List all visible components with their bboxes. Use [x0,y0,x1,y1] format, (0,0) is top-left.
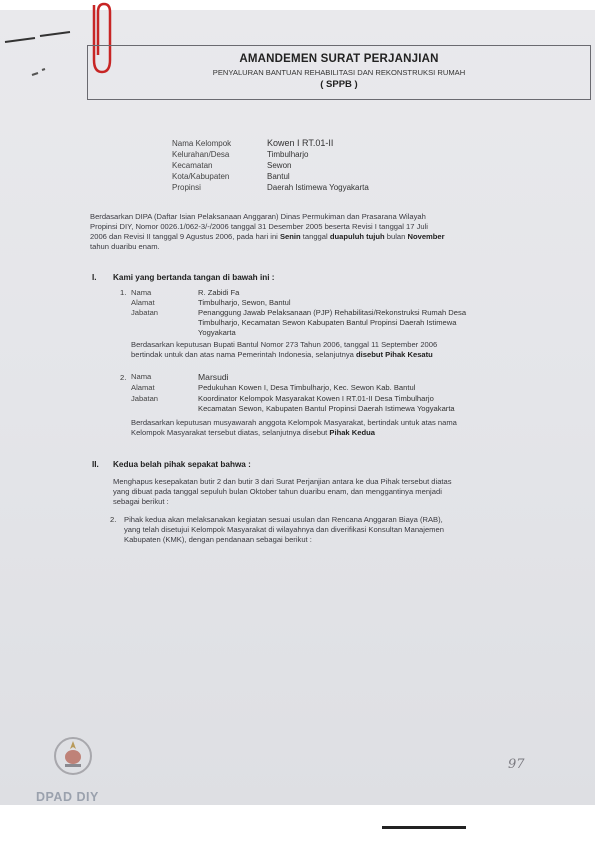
party1-name: R. Zabidi Fa [198,288,240,297]
identity-value: Daerah Istimewa Yogyakarta [267,183,369,192]
month-name: November [407,232,445,241]
identity-value: Sewon [267,161,292,170]
party2-basis [131,418,529,438]
seal-emblem-icon [52,735,94,777]
identity-label: Propinsi [172,183,201,192]
text-line: Propinsi DIY, Nomor 0026.1/062-3/-/2006 tanggal 31 Desember 2005 beserta Revisi I tanggal 17 Juli [90,222,428,231]
text-line: Menghapus kesepakatan butir 2 dan butir 3 dari Surat Perjanjian antara ke dua Pihak tersebut diatas [113,477,452,486]
party2-address: Pedukuhan Kowen I, Desa Timbulharjo, Kec. Sewon Kab. Bantul [198,383,416,392]
field-label: Alamat [131,383,155,392]
document-subtitle: PENYALURAN BANTUAN REHABILITASI DAN REKONSTRUKSI RUMAH [212,68,466,77]
identity-value: Bantul [267,172,290,181]
identity-label: Kelurahan/Desa [172,150,230,159]
party1-name-row [131,288,239,298]
text-span: 2006 dan Revisi II tanggal 9 Agustus 2006, pada hari ini [90,232,280,241]
field-label: Nama [131,372,152,381]
text-line [90,232,530,242]
page-number: 97 [508,757,525,772]
party1-address: Timbulharjo, Sewon, Bantul [198,298,291,307]
text-line: Berdasarkan keputusan musyawarah anggota Kelompok Masyarakat, bertindak untuk atas nama [131,418,457,427]
section2-paragraph [113,477,529,507]
text-line: yang telah disetujui Kelompok Masyarakat di wilayahnya dan diverifikasi Konsultan Manajemen [124,525,444,534]
party-index: 1. [120,288,127,297]
intro-paragraph [90,212,530,252]
text-line: Timbulharjo, Kecamatan Sewon Kabupaten Bantul Propinsi Daerah Istimewa [198,318,457,327]
text-line [131,428,529,438]
identity-label: Kota/Kabupaten [172,172,230,181]
section-number: I. [92,273,97,282]
day-name: Senin [279,232,301,241]
document-title: AMANDEMEN SURAT PERJANJIAN [239,53,439,65]
identity-label: Nama Kelompok [172,139,232,148]
party1-position [198,308,530,338]
text-line: Penanggung Jawab Pelaksanaan (PJP) Rehabilitasi/Rekonstruksi Rumah Desa [198,308,467,317]
text-line: Koordinator Kelompok Masyarakat Kowen I RT.01-II Desa Timbulharjo [198,394,434,403]
field-label: Alamat [131,298,155,307]
field-label: Nama [131,288,152,297]
text-line [131,350,529,360]
text-span: bertindak untuk dan atas nama Pemerintah Indonesia, selanjutnya [131,350,357,359]
footer-bar [382,826,466,829]
section-number: II. [92,460,99,469]
party2-name: Marsudi [198,372,229,382]
pen-marks [0,20,90,90]
party-designation: Pihak Kedua [329,428,375,437]
text-line: sebagai berikut : [113,497,169,506]
party1-basis [131,340,529,360]
field-label: Jabatan [131,394,159,403]
text-line: yang dibuat pada tanggal sepuluh bulan Oktober tahun duaribu enam, dan menggantinya menjadi [113,487,442,496]
text-line: Kabupaten (KMK), dengan pendanaan sebagai berikut : [124,535,312,544]
text-line: Yogyakarta [198,328,236,337]
section2-item [124,515,530,545]
party1-address-row [131,298,291,308]
party1-position-row [131,308,530,338]
text-span: Kelompok Masyarakat tersebut diatas, selanjutnya disebut [131,428,330,437]
party2-position [198,394,530,414]
identity-label: Kecamatan [172,161,213,170]
party-index: 2. [120,373,127,382]
section-heading: Kedua belah pihak sepakat bahwa : [113,460,251,469]
text-span: tanggal [300,232,330,241]
identity-value: Timbulharjo [267,150,309,159]
text-line: tahun duaribu enam. [90,242,160,251]
date-words: duapuluh tujuh [329,232,385,241]
text-line: Kecamatan Sewon, Kabupaten Bantul Propinsi Daerah Istimewa Yogyakarta [198,404,455,413]
text-line: Berdasarkan keputusan Bupati Bantul Nomor 273 Tahun 2006, tanggal 11 September 2006 [131,340,438,349]
identity-value: Kowen I RT.01-II [267,138,334,148]
party2-name-row [131,372,229,382]
party-designation: disebut Pihak Kesatu [356,350,433,359]
text-line: Berdasarkan DIPA (Daftar Isian Pelaksanaan Anggaran) Dinas Permukiman dan Prasarana Wilayah [90,212,426,221]
archive-stamp: DPAD DIY [36,790,99,804]
identity-block [172,138,369,193]
field-label: Jabatan [131,308,159,317]
party2-address-row [131,383,415,393]
title-box [87,45,591,100]
document-code: ( SPPB ) [320,79,358,90]
item-index: 2. [110,515,117,524]
section-heading: Kami yang bertanda tangan di bawah ini : [113,273,275,282]
text-line: Pihak kedua akan melaksanakan kegiatan sesuai usulan dan Rencana Anggaran Biaya (RAB), [124,515,443,524]
party2-position-row [131,394,530,414]
text-span: bulan [384,232,408,241]
